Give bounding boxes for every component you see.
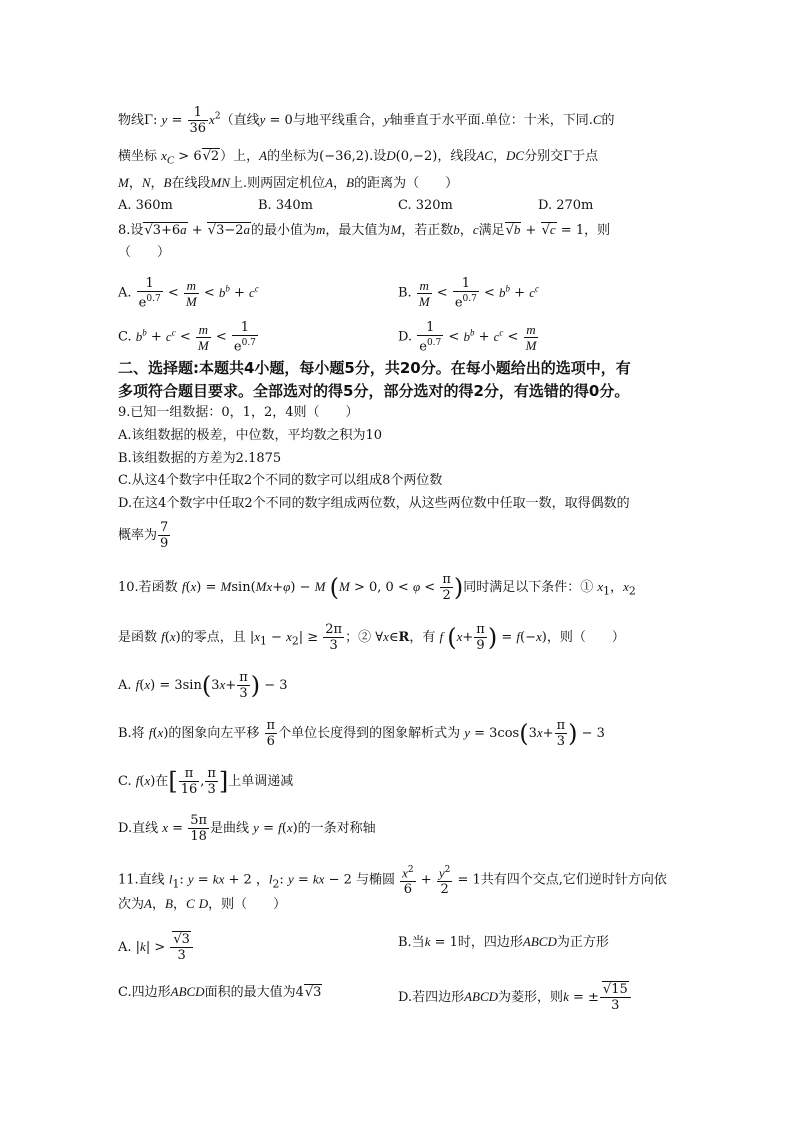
q7-option-d: D. 270m	[538, 198, 594, 213]
q10-stem-line2: 是函数 f(x)的零点，且 $|x_1 - x_2|$ ≥ $\frac{2\pi}{3}$ ；② ∀x∈R，有 f (x+ $\frac{\pi}{9}$ ) = f(−x)，则（ ）	[118, 622, 625, 653]
q8-stem: 8.设√3+6a + √3−2a的最小值为m，最大值为M，若正数b，c满足√b + √c = 1，则	[118, 222, 611, 238]
q8-option-a: A. $\frac{1}{e^{0.7}}$ < $\frac{m}{M}$ < $b^b + c^c$	[118, 276, 259, 311]
section-heading-line2: 多项符合题目要求。全部选对的得5分，部分选对的得2分，有选错的得0分。	[118, 382, 630, 400]
section-heading-line1: 二、选择题:本题共4小题，每小题5分，共20分。在每小题给出的选项中，有	[118, 359, 631, 377]
q7-line2: 横坐标 $x_C > 6√2$）上，A的坐标为(−36,2).设D(0,−2)，线段AC，DC分别交Γ于点	[118, 148, 599, 167]
q9-option-d: D.在这4个数字中任取2个不同的数字组成两位数，从这些两位数中任取一数，取得偶数的	[118, 496, 630, 511]
q11-option-b: B.当k = 1时，四边形ABCD为正方形	[398, 934, 609, 950]
q11-option-d: D.若四边形ABCD为菱形，则k = ± $\frac{√15}{3}$	[398, 982, 632, 1013]
q7-option-b: B. 340m	[258, 198, 313, 213]
q9-stem: 9.已知一组数据：0，1，2，4则（ ）	[118, 405, 359, 420]
q10-option-d: D.直线 x = $\frac{5\pi}{18}$ 是曲线 y = f(x)的一条对称轴	[118, 813, 376, 844]
q7-line1: 物线Γ: y = $\frac{1}{36}$ $x^2$（直线y = 0与地平线重合，y轴垂直于水平面.单位：十米，下同.C的	[118, 105, 615, 136]
q9-option-a: A.该组数据的极差，中位数，平均数之积为10	[118, 428, 383, 443]
q11-stem-line1: 11.直线 $l_1$: y = kx + 2 ，$l_2$: y = kx − 2 与椭圆 $\frac{x^2}{6}$ + $\frac{y^2}{2}$ = 1共有四个交点,它们逆时针方向依	[118, 865, 667, 898]
q10-option-a: A. f(x) = 3sin(3x+ $\frac{\pi}{3}$ ) − 3	[118, 670, 288, 701]
q10-stem-line1: 10.若函数 f(x) = Msin(Mx+φ) − M (M > 0, 0 < φ < $\frac{\pi}{2}$ )同时满足以下条件：① $x_1$，$x_2$	[118, 572, 636, 603]
q10-option-b: B.将 f(x)的图象向左平移 $\frac{\pi}{6}$ 个单位长度得到的图象解析式为 y = 3cos(3x+ $\frac{\pi}{3}$ ) − 3	[118, 718, 605, 749]
q11-stem-line2: 次为A，B，C D，则（ ）	[118, 896, 287, 912]
q8-option-d: D. $\frac{1}{e^{0.7}}$ < $b^b + c^c$ < $\frac{m}{M}$	[398, 320, 537, 355]
q8-option-c: C. $b^b + c^c$ < $\frac{m}{M}$ < $\frac{1}{e^{0.7}}$	[118, 320, 256, 355]
q7-option-a: A. 360m	[118, 198, 173, 213]
q9-option-d-line2: 概率为 $\frac{7}{9}$	[118, 520, 169, 551]
q8-option-b: B. $\frac{m}{M}$ < $\frac{1}{e^{0.7}}$ < $b^b + c^c$	[398, 276, 539, 311]
q7-line3: M，N，B在线段MN上.则两固定机位A，B的距离为（ ）	[118, 175, 459, 191]
q10-option-c: C. f(x)在[ $\frac{\pi}{16}$ , $\frac{\pi}{3}$ ]上单调递减	[118, 766, 294, 797]
q7-option-c: C. 320m	[398, 198, 453, 213]
q11-option-c: C.四边形ABCD面积的最大值为4√3	[118, 984, 322, 1000]
q9-option-c: C.从这4个数字中任取2个不同的数字可以组成8个两位数	[118, 473, 443, 488]
q9-option-b: B.该组数据的方差为2.1875	[118, 451, 282, 466]
q8-paren: （ ）	[118, 245, 171, 260]
q11-option-a: A. |k| > $\frac{√3}{3}$	[118, 932, 194, 963]
